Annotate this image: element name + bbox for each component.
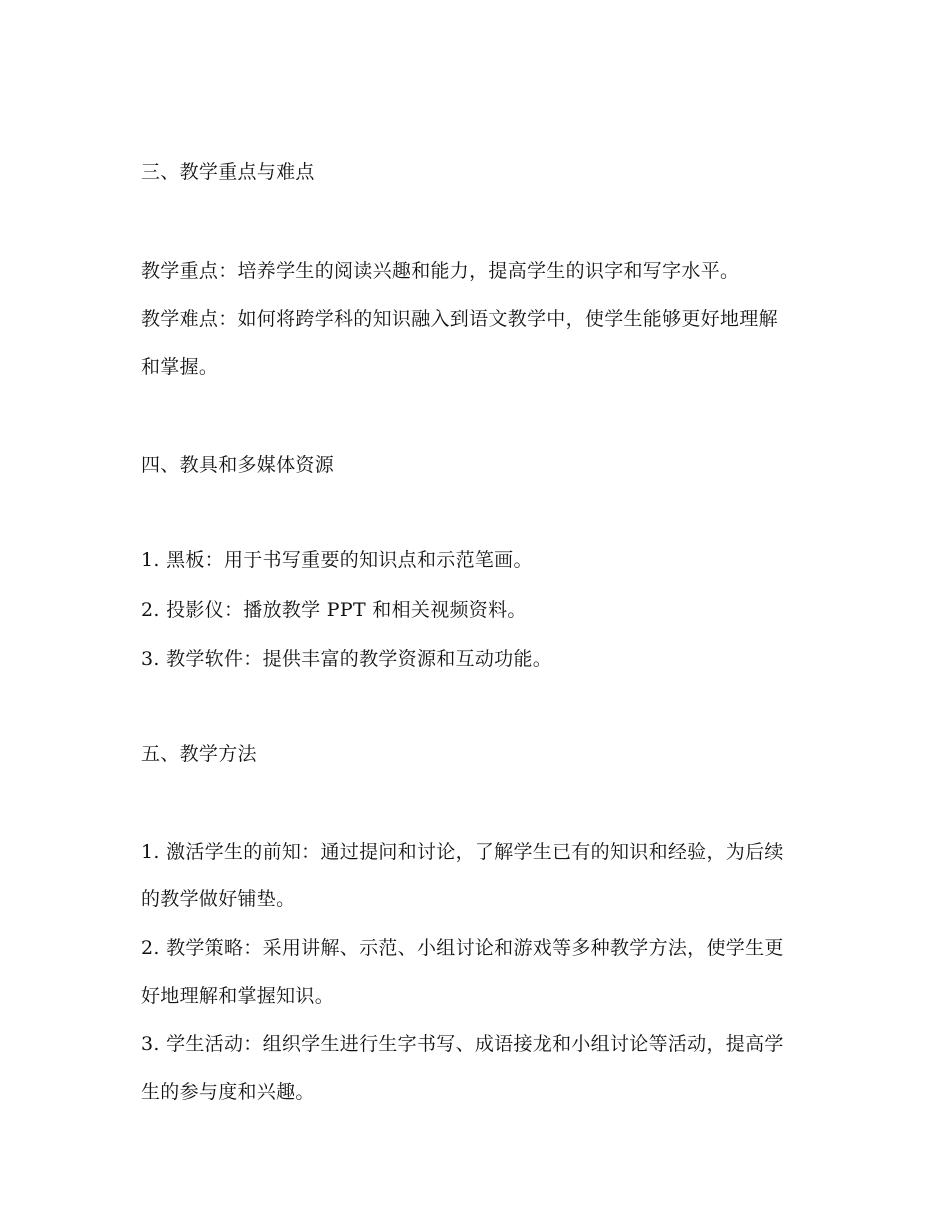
method-item-2-line1: 2. 教学策略：采用讲解、示范、小组讨论和游戏等多种教学方法，使学生更 bbox=[141, 937, 784, 959]
resource-item-software: 3. 教学软件：提供丰富的教学资源和互动功能。 bbox=[141, 648, 553, 670]
resource-item-blackboard: 1. 黑板：用于书写重要的知识点和示范笔画。 bbox=[141, 549, 533, 571]
method-item-3-line2: 生的参与度和兴趣。 bbox=[141, 1081, 315, 1103]
method-item-3-line1: 3. 学生活动：组织学生进行生字书写、成语接龙和小组讨论等活动，提高学 bbox=[141, 1033, 784, 1055]
section-heading-resources: 四、教具和多媒体资源 bbox=[141, 454, 335, 476]
section-heading-methods: 五、教学方法 bbox=[141, 743, 257, 765]
teaching-difficulty-text-line2: 和掌握。 bbox=[141, 356, 219, 378]
section-heading-focus-difficulty: 三、教学重点与难点 bbox=[141, 161, 315, 183]
method-item-2-line2: 好地理解和掌握知识。 bbox=[141, 985, 335, 1007]
document-page bbox=[141, 0, 821, 1230]
teaching-focus-text: 教学重点：培养学生的阅读兴趣和能力，提高学生的识字和写字水平。 bbox=[141, 260, 740, 282]
resource-item-projector: 2. 投影仪：播放教学 PPT 和相关视频资料。 bbox=[141, 599, 527, 621]
teaching-difficulty-text-line1: 教学难点：如何将跨学科的知识融入到语文教学中，使学生能够更好地理解 bbox=[141, 308, 778, 330]
method-item-1-line2: 的教学做好铺垫。 bbox=[141, 888, 296, 910]
method-item-1-line1: 1. 激活学生的前知：通过提问和讨论，了解学生已有的知识和经验，为后续 bbox=[141, 841, 784, 863]
